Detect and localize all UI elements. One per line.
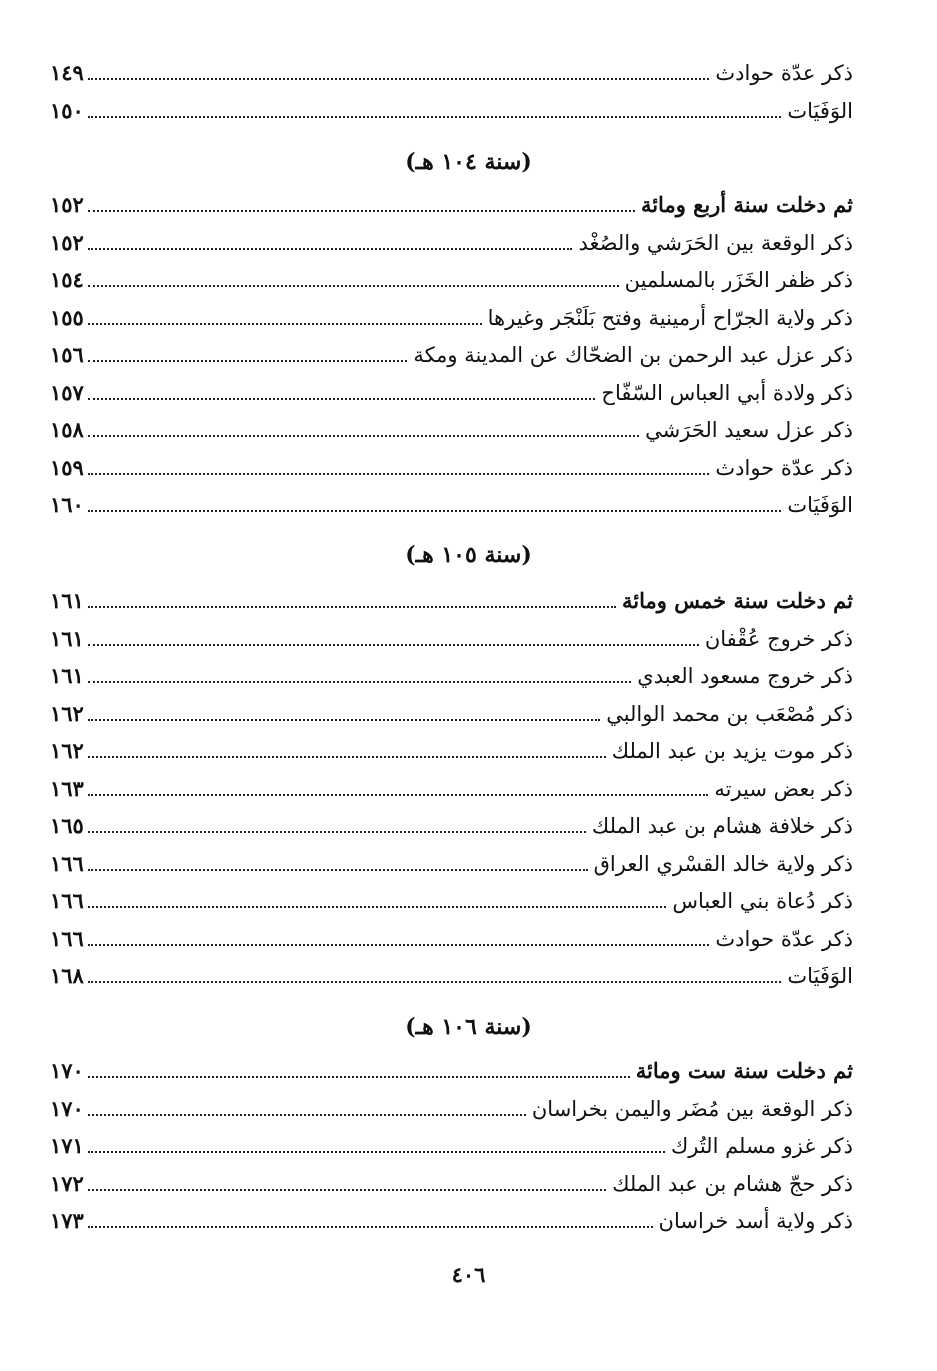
entry-page-number: ١٥٤ — [50, 267, 84, 292]
toc-entry — [50, 695, 853, 733]
entry-title: ذكر عزل سعيد الحَرَشي — [645, 418, 853, 442]
entry-title: ذكر بعض سيرته — [714, 776, 853, 801]
toc-entry — [50, 1090, 853, 1128]
toc-entry — [50, 882, 853, 920]
toc-entry — [50, 1052, 853, 1090]
entry-page-number: ١٧٠ — [50, 1095, 84, 1121]
toc-entry — [50, 299, 853, 337]
toc-section-104 — [50, 186, 853, 524]
dot-leader — [88, 473, 710, 475]
toc-entry — [50, 54, 853, 92]
dot-leader — [88, 869, 588, 871]
entry-title: ذكر ولاية الجرّاح أرمينية وفتح بَلَنْجَر وغيرها — [487, 305, 853, 330]
entry-page-number: ١٥٠ — [50, 97, 84, 123]
entry-page-number: ١٤٩ — [50, 60, 84, 85]
entry-title: ذكر الوقعة بين مُضَر واليمن بخراسان — [531, 1096, 853, 1121]
toc-entry — [50, 92, 853, 130]
entry-title: ذكر الوقعة بين الحَرَشي والصُغْد — [578, 230, 853, 255]
toc-entry — [50, 657, 853, 695]
entry-title: ذكر عدّة حوادث — [715, 61, 853, 85]
entry-title: ذكر ظفر الخَزَر بالمسلمين — [624, 268, 853, 292]
toc-entry — [50, 336, 853, 374]
toc-entry — [50, 920, 853, 958]
entry-page-number: ١٦٦ — [50, 888, 84, 913]
entry-title: ذكر ولاية خالد القسْري العراق — [593, 851, 853, 876]
dot-leader — [88, 1226, 653, 1228]
dot-leader — [88, 719, 600, 721]
toc-entry — [50, 770, 853, 808]
entry-title: ذكر ولاية أسد خراسان — [658, 1209, 853, 1233]
toc-entry — [50, 411, 853, 449]
toc-entry — [50, 224, 853, 262]
entry-title: ذكر دُعاة بني العباس — [672, 889, 853, 913]
dot-leader — [88, 981, 782, 983]
section-heading-year-105: (سنة ١٠٥ هـ) — [405, 542, 532, 568]
dot-leader — [88, 1076, 630, 1078]
entry-page-number: ١٧١ — [50, 1133, 84, 1158]
dot-leader — [88, 285, 619, 287]
dot-leader — [88, 116, 782, 118]
dot-leader — [88, 644, 699, 646]
toc-entry — [50, 620, 853, 658]
entry-title: ذكر عدّة حوادث — [715, 926, 853, 951]
dot-leader — [88, 510, 782, 512]
dot-leader — [88, 210, 635, 212]
entry-title: ثم دخلت سنة خمس ومائة — [622, 588, 853, 613]
entry-title: ذكر عزل عبد الرحمن بن الضحّاك عن المدينة ومكة — [413, 343, 853, 367]
entry-page-number: ١٥٧ — [50, 379, 84, 405]
toc-section-105 — [50, 582, 853, 995]
toc-entry — [50, 845, 853, 883]
entry-page-number: ١٥٢ — [50, 229, 84, 255]
toc-entry — [50, 1165, 853, 1203]
entry-page-number: ١٥٨ — [50, 417, 84, 442]
entry-title: ذكر موت يزيد بن عبد الملك — [611, 739, 853, 763]
section-heading-year-106: (سنة ١٠٦ هـ) — [405, 1014, 532, 1040]
entry-title: ذكر مُصْعَب بن محمد الوالبي — [606, 701, 853, 726]
toc-entry — [50, 1127, 853, 1165]
entry-page-number: ١٧٢ — [50, 1170, 84, 1196]
dot-leader — [88, 248, 573, 250]
entry-page-number: ١٦٣ — [50, 775, 84, 801]
entry-title: الوَفَيَات — [787, 964, 853, 988]
entry-page-number: ١٦٦ — [50, 925, 84, 951]
entry-title: الوَفَيَات — [787, 98, 853, 123]
dot-leader — [88, 323, 482, 325]
toc-section-continued — [50, 54, 853, 129]
entry-page-number: ١٦٨ — [50, 963, 84, 988]
entry-title: ذكر خروج عُقْفان — [704, 626, 853, 651]
entry-page-number: ١٦٦ — [50, 850, 84, 876]
toc-entry — [50, 957, 853, 995]
entry-page-number: ١٧٣ — [50, 1208, 84, 1233]
entry-page-number: ١٦٢ — [50, 700, 84, 726]
entry-page-number: ١٦٥ — [50, 813, 84, 838]
entry-page-number: ١٦٠ — [50, 492, 84, 517]
toc-entry — [50, 582, 853, 620]
entry-page-number: ١٦١ — [50, 588, 84, 613]
entry-title: ثم دخلت سنة أربع ومائة — [640, 192, 853, 217]
dot-leader — [88, 78, 710, 80]
entry-title: ذكر ولادة أبي العباس السّفّاح — [601, 380, 853, 405]
entry-title: ذكر حجّ هشام بن عبد الملك — [612, 1171, 853, 1196]
toc-section-106 — [50, 1052, 853, 1240]
entry-title: ذكر خلافة هشام بن عبد الملك — [591, 814, 853, 838]
entry-title: ذكر غزو مسلم التُرك — [670, 1134, 853, 1158]
toc-entry — [50, 261, 853, 299]
toc-entry — [50, 486, 853, 524]
toc-entry — [50, 449, 853, 487]
toc-entry — [50, 1202, 853, 1240]
dot-leader — [88, 681, 631, 683]
entry-title: ذكر عدّة حوادث — [715, 455, 853, 480]
dot-leader — [88, 756, 606, 758]
dot-leader — [88, 1151, 665, 1153]
entry-title: الوَفَيَات — [787, 493, 853, 517]
section-heading-year-104: (سنة ١٠٤ هـ) — [405, 149, 532, 175]
dot-leader — [88, 831, 586, 833]
toc-entry — [50, 186, 853, 224]
entry-page-number: ١٦١ — [50, 663, 84, 688]
entry-page-number: ١٥٥ — [50, 304, 84, 330]
toc-entry — [50, 374, 853, 412]
entry-page-number: ١٥٢ — [50, 192, 84, 217]
entry-page-number: ١٧٠ — [50, 1058, 84, 1083]
entry-page-number: ١٥٦ — [50, 342, 84, 367]
dot-leader — [88, 435, 639, 437]
entry-page-number: ١٦٢ — [50, 738, 84, 763]
dot-leader — [88, 944, 710, 946]
dot-leader — [88, 360, 407, 362]
entry-title: ذكر خروج مسعود العبدي — [637, 664, 853, 688]
dot-leader — [88, 1189, 606, 1191]
entry-title: ثم دخلت سنة ست ومائة — [635, 1058, 853, 1083]
dot-leader — [88, 606, 616, 608]
dot-leader — [88, 1114, 526, 1116]
dot-leader — [88, 398, 596, 400]
toc-entry — [50, 732, 853, 770]
dot-leader — [88, 906, 666, 908]
page-number: ٤٠٦ — [451, 1262, 486, 1287]
dot-leader — [88, 794, 709, 796]
toc-entry — [50, 807, 853, 845]
entry-page-number: ١٥٩ — [50, 454, 84, 480]
entry-page-number: ١٦١ — [50, 625, 84, 651]
